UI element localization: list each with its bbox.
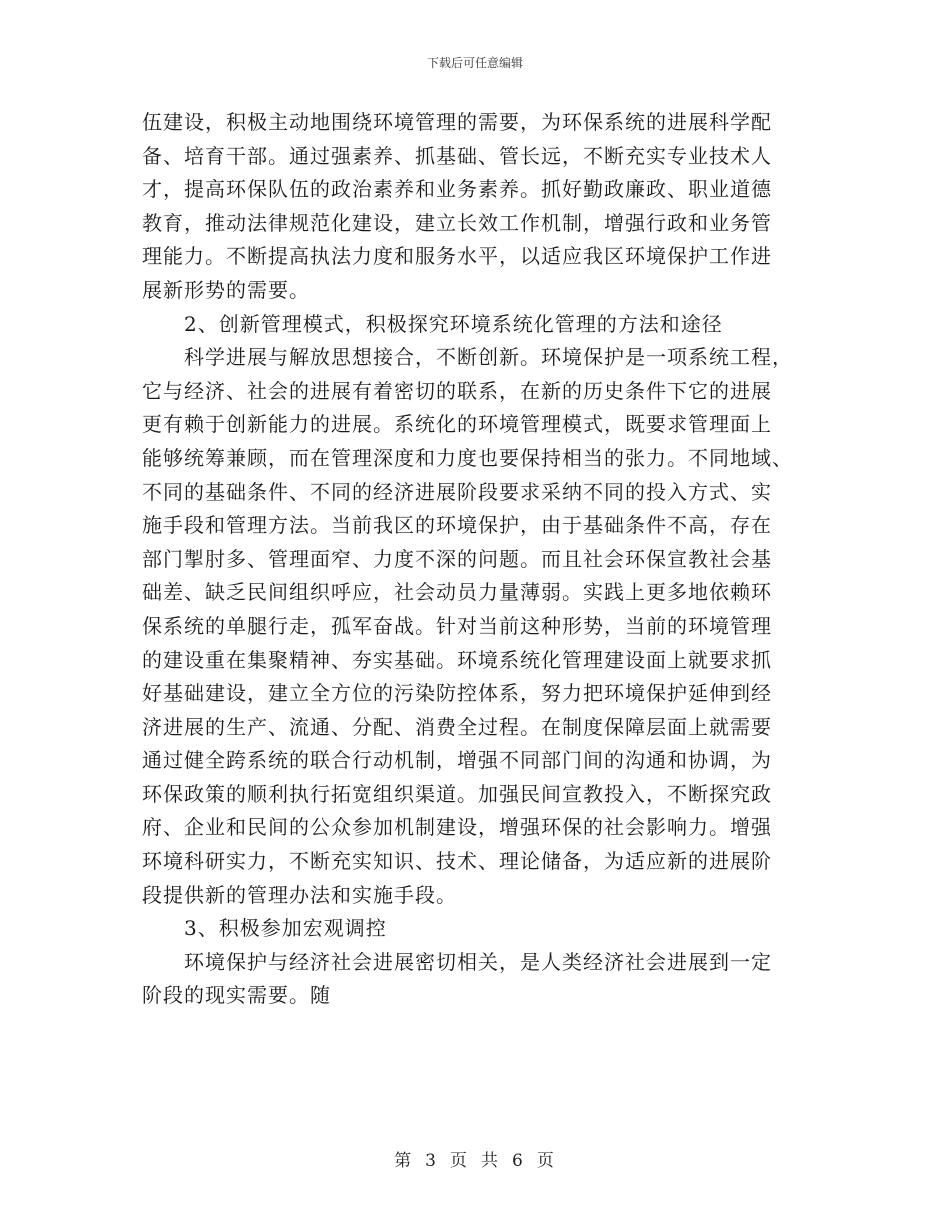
page-number-prefix: 第 xyxy=(394,1151,414,1171)
text-line: 备、培育干部。通过强素养、抓基础、管长远，不断充实专业技术人 xyxy=(142,143,772,168)
text-line: 济进展的生产、流通、分配、消费全过程。在制度保障层面上就需要 xyxy=(142,714,772,739)
text-line: 施手段和管理方法。当前我区的环境保护，由于基础条件不高，存在 xyxy=(142,513,772,538)
text-line: 阶段的现实需要。随 xyxy=(142,983,331,1008)
text-line: 环境保护与经济社会进展密切相关，是人类经济社会进展到一定 xyxy=(184,949,772,974)
page-number-unit: 页 xyxy=(450,1151,469,1171)
text-line: 环境科研实力，不断充实知识、技术、理论储备，为适应新的进展阶 xyxy=(142,849,772,874)
total-pages-unit: 页 xyxy=(536,1151,556,1171)
current-page-number: 3 xyxy=(425,1151,438,1171)
text-line: 它与经济、社会的进展有着密切的联系，在新的历史条件下它的进展 xyxy=(142,378,772,403)
text-line: 础差、缺乏民间组织呼应，社会动员力量薄弱。实践上更多地依赖环 xyxy=(142,580,772,605)
text-line: 展新形势的需要。 xyxy=(142,277,310,302)
text-line: 段提供新的管理办法和实施手段。 xyxy=(142,882,457,907)
text-line: 部门掣肘多、管理面窄、力度不深的问题。而且社会环保宣教社会基 xyxy=(142,546,772,571)
text-line: 府、企业和民间的公众参加机制建设，增强环保的社会影响力。增强 xyxy=(142,815,772,840)
text-line: 科学进展与解放思想接合，不断创新。环境保护是一项系统工程， xyxy=(184,345,793,370)
text-line: 2、创新管理模式，积极探究环境系统化管理的方法和途径 xyxy=(184,311,723,336)
document-body xyxy=(142,106,810,1013)
page-footer xyxy=(0,1146,950,1171)
page-header: 下载后可任意编辑 xyxy=(426,56,523,70)
text-line: 环保政策的顺利执行拓宽组织渠道。加强民间宣教投入，不断探究政 xyxy=(142,781,772,806)
text-line: 不同的基础条件、不同的经济进展阶段要求采纳不同的投入方式、实 xyxy=(142,479,772,504)
text-line: 能够统筹兼顾，而在管理深度和力度也要保持相当的张力。不同地域、 xyxy=(142,445,793,470)
text-line: 保系统的单腿行走，孤军奋战。针对当前这种形势，当前的环境管理 xyxy=(142,613,772,638)
text-line: 教育，推动法律规范化建设，建立长效工作机制，增强行政和业务管 xyxy=(142,210,772,235)
text-line: 的建设重在集聚精神、夯实基础。环境系统化管理建设面上就要求抓 xyxy=(142,647,772,672)
total-pages-prefix: 共 xyxy=(481,1151,500,1171)
total-page-count: 6 xyxy=(512,1151,525,1171)
text-line: 通过健全跨系统的联合行动机制，增强不同部门间的沟通和协调，为 xyxy=(142,748,772,773)
text-line: 好基础建设，建立全方位的污染防控体系，努力把环境保护延伸到经 xyxy=(142,681,772,706)
text-line: 理能力。不断提高执法力度和服务水平，以适应我区环境保护工作进 xyxy=(142,244,772,269)
text-line: 才，提高环保队伍的政治素养和业务素养。抓好勤政廉政、职业道德 xyxy=(142,177,772,202)
text-line: 3、积极参加宏观调控 xyxy=(184,916,387,941)
text-line: 伍建设，积极主动地围绕环境管理的需要，为环保系统的进展科学配 xyxy=(142,110,772,134)
text-line: 更有赖于创新能力的进展。系统化的环境管理模式，既要求管理面上 xyxy=(142,412,772,437)
